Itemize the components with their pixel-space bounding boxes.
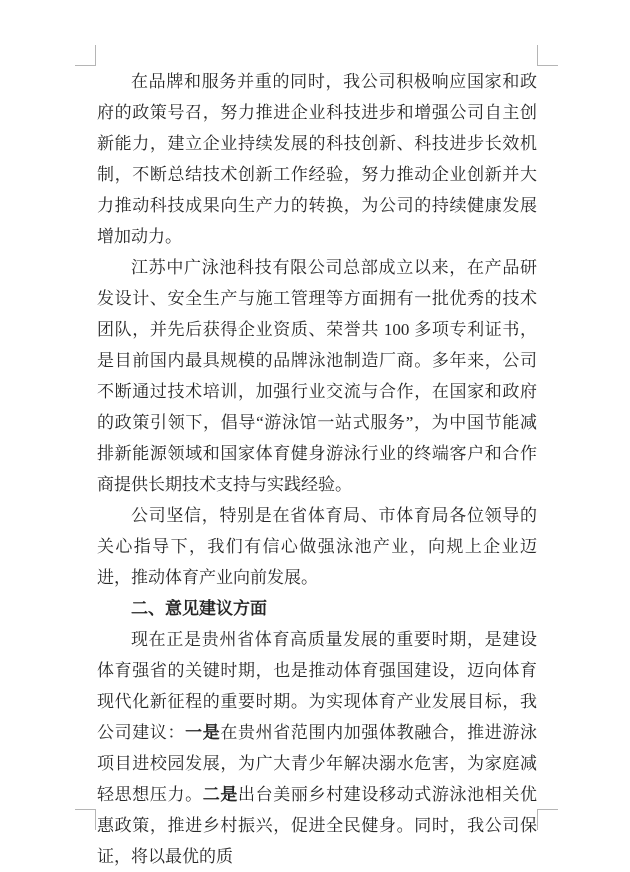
crop-mark-bottom-right (537, 809, 558, 830)
crop-mark-top-right (537, 45, 558, 66)
bold-text-run: 二是 (202, 785, 238, 804)
document-body (97, 66, 537, 872)
crop-mark-bottom-left (75, 809, 96, 830)
paragraph (97, 500, 537, 593)
paragraph (97, 624, 537, 872)
text-run: 出台美丽乡村建设移动式游泳池相关优惠政策，推进乡村振兴，促进全民健身。同时，我公司保证，将以最优的质 (97, 785, 537, 866)
text-run: 在品牌和服务并重的同时，我公司积极响应国家和政府的政策号召，努力推进企业科技进步和增强公司自主创新能力，建立企业持续发展的科技创新、科技进步长效机制，不断总结技术创新工作经验，努力推动企业创新并大力推动科技成果向生产力的转换，为公司的持续健康发展增加动力。 (97, 72, 537, 246)
paragraph (97, 66, 537, 252)
bold-text-run: 一是 (185, 723, 221, 742)
text-run: 现在正是贵州省体育高质量发展的重要时期，是建设体育强省的关键时期，也是推动体育强国建设，迈向体育现代化新征程的重要时期。为实现体育产业发展目标，我公司建议： (97, 630, 537, 742)
crop-mark-top-left (75, 45, 96, 66)
bold-text-run: 二、意见建议方面 (131, 599, 267, 618)
text-run: 江苏中广泳池科技有限公司总部成立以来，在产品研发设计、安全生产与施工管理等方面拥有一批优秀的技术团队，并先后获得企业资质、荣誉共 100 多项专利证书，是目前国内最具规模的品牌泳池制造厂商。多年来，公司不断通过技术培训，加强行业交流与合作，在国家和政府的政策引领下，倡导“游泳馆一站式服务”，为中国节能减排新能源领域和国家体育健身游泳行业的终端客户和合作商提供长期技术支持与实践经验。 (97, 258, 537, 494)
text-run: 在贵州省范围内加强体教融合，推进游泳项目进校园发展，为广大青少年解决溺水危害，为家庭减轻思想压力。 (97, 723, 537, 804)
text-run: 公司坚信，特别是在省体育局、市体育局各位领导的关心指导下，我们有信心做强泳池产业，向规上企业迈进，推动体育产业向前发展。 (97, 506, 537, 587)
section-heading (97, 593, 537, 624)
paragraph (97, 252, 537, 500)
